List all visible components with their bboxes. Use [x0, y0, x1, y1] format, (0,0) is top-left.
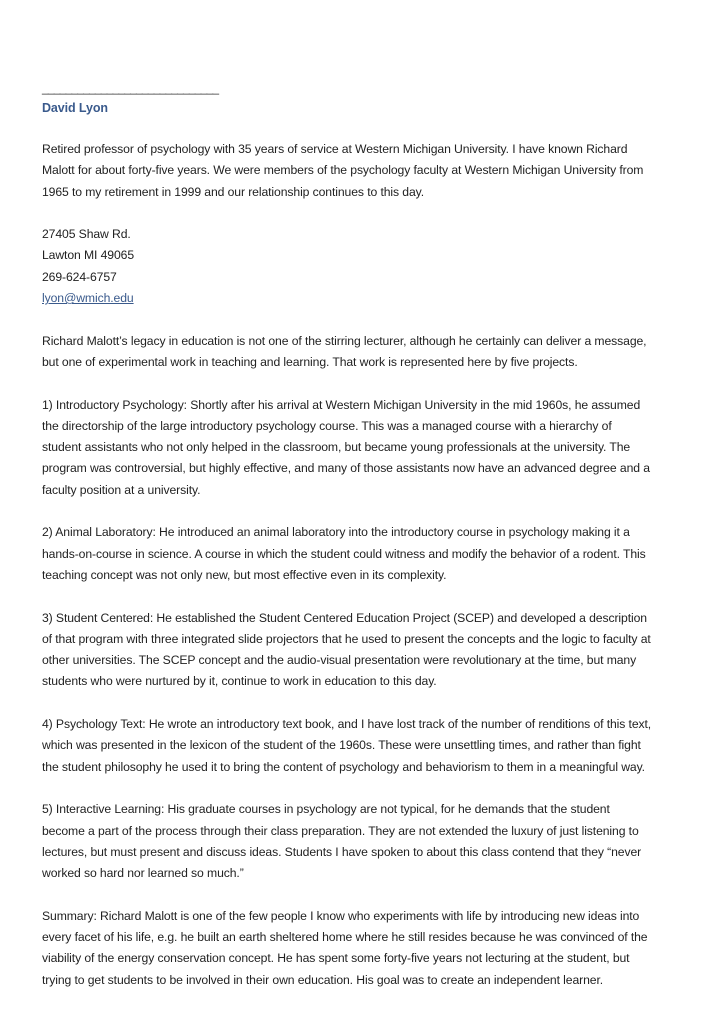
project-animal-laboratory: 2) Animal Laboratory: He introduced an animal laboratory into the introductory course in psychology making it a hands-on-course in science. A course in which the student could witness and modify the behavior of a rodent. This teaching concept was not only new, but most effective even in its complexity.: [42, 525, 646, 582]
author-name: David Lyon: [42, 101, 108, 115]
project-introductory-psychology: 1) Introductory Psychology: Shortly after his arrival at Western Michigan University in the mid 1960s, he assumed the directorship of the large introductory psychology course. This was a managed course with a hierarchy of student assistants who not only helped in the classroom, but became young professionals at the university. The program was controversial, but highly effective, and many of those assistants now have an advanced degree and a faculty position at a university.: [42, 397, 650, 497]
phone-number: 269-624-6757: [42, 269, 117, 284]
intro-paragraph: Retired professor of psychology with 35 years of service at Western Michigan University. I have known Richard Malott for about forty-five years. We were members of the psychology faculty at Western Michigan University from 1965 to my retirement in 1999 and our relationship continues to this day.: [42, 142, 644, 199]
project-interactive-learning: 5) Interactive Learning: His graduate courses in psychology are not typical, for he demands that the student become a part of the process through their class preparation. They are not extended the luxury of just listening to lectures, but must present and discuss ideas. Students I have spoken to about this class contend that they “never worked so hard nor learned so much.”: [42, 802, 642, 881]
document-page: [42, 78, 652, 1012]
project-psychology-text: 4) Psychology Text: He wrote an introductory text book, and I have lost track of the number of renditions of this text, which was presented in the lexicon of the student of the 1960s. These were unsettling times, and rather than fight the student philosophy he used it to bring the content of psychology and behaviorism to them in a meaningful way.: [42, 717, 652, 774]
email-line: [42, 288, 652, 309]
summary-paragraph: Summary: Richard Malott is one of the few people I know who experiments with life by introducing new ideas into every facet of his life, e.g. he built an earth sheltered home where he still resides because he was convinced of the viability of the energy conservation concept. He has spent some forty-five years not lecturing at the student, but trying to get students to be involved in their own education. His goal was to create an independent learner.: [42, 908, 648, 987]
legacy-paragraph: Richard Malott’s legacy in education is not one of the stirring lecturer, although he certainly can deliver a message, but one of experimental work in teaching and learning. That work is represented here by five projects.: [42, 333, 647, 369]
contact-block: [42, 224, 652, 309]
address-street: 27405 Shaw Rd.: [42, 227, 131, 242]
email-link[interactable]: lyon@wmich.edu: [42, 291, 134, 306]
address-city: Lawton MI 49065: [42, 248, 135, 263]
project-student-centered: 3) Student Centered: He established the Student Centered Education Project (SCEP) and developed a description of that program with three integrated slide projectors that he used to present the concepts and the logic to faculty at other universities. The SCEP concept and the audio-visual presentation were revolutionary at the time, but many students who were nurtured by it, continue to work in education to this day.: [42, 610, 651, 689]
signature-rule: ______________________________: [42, 81, 219, 95]
